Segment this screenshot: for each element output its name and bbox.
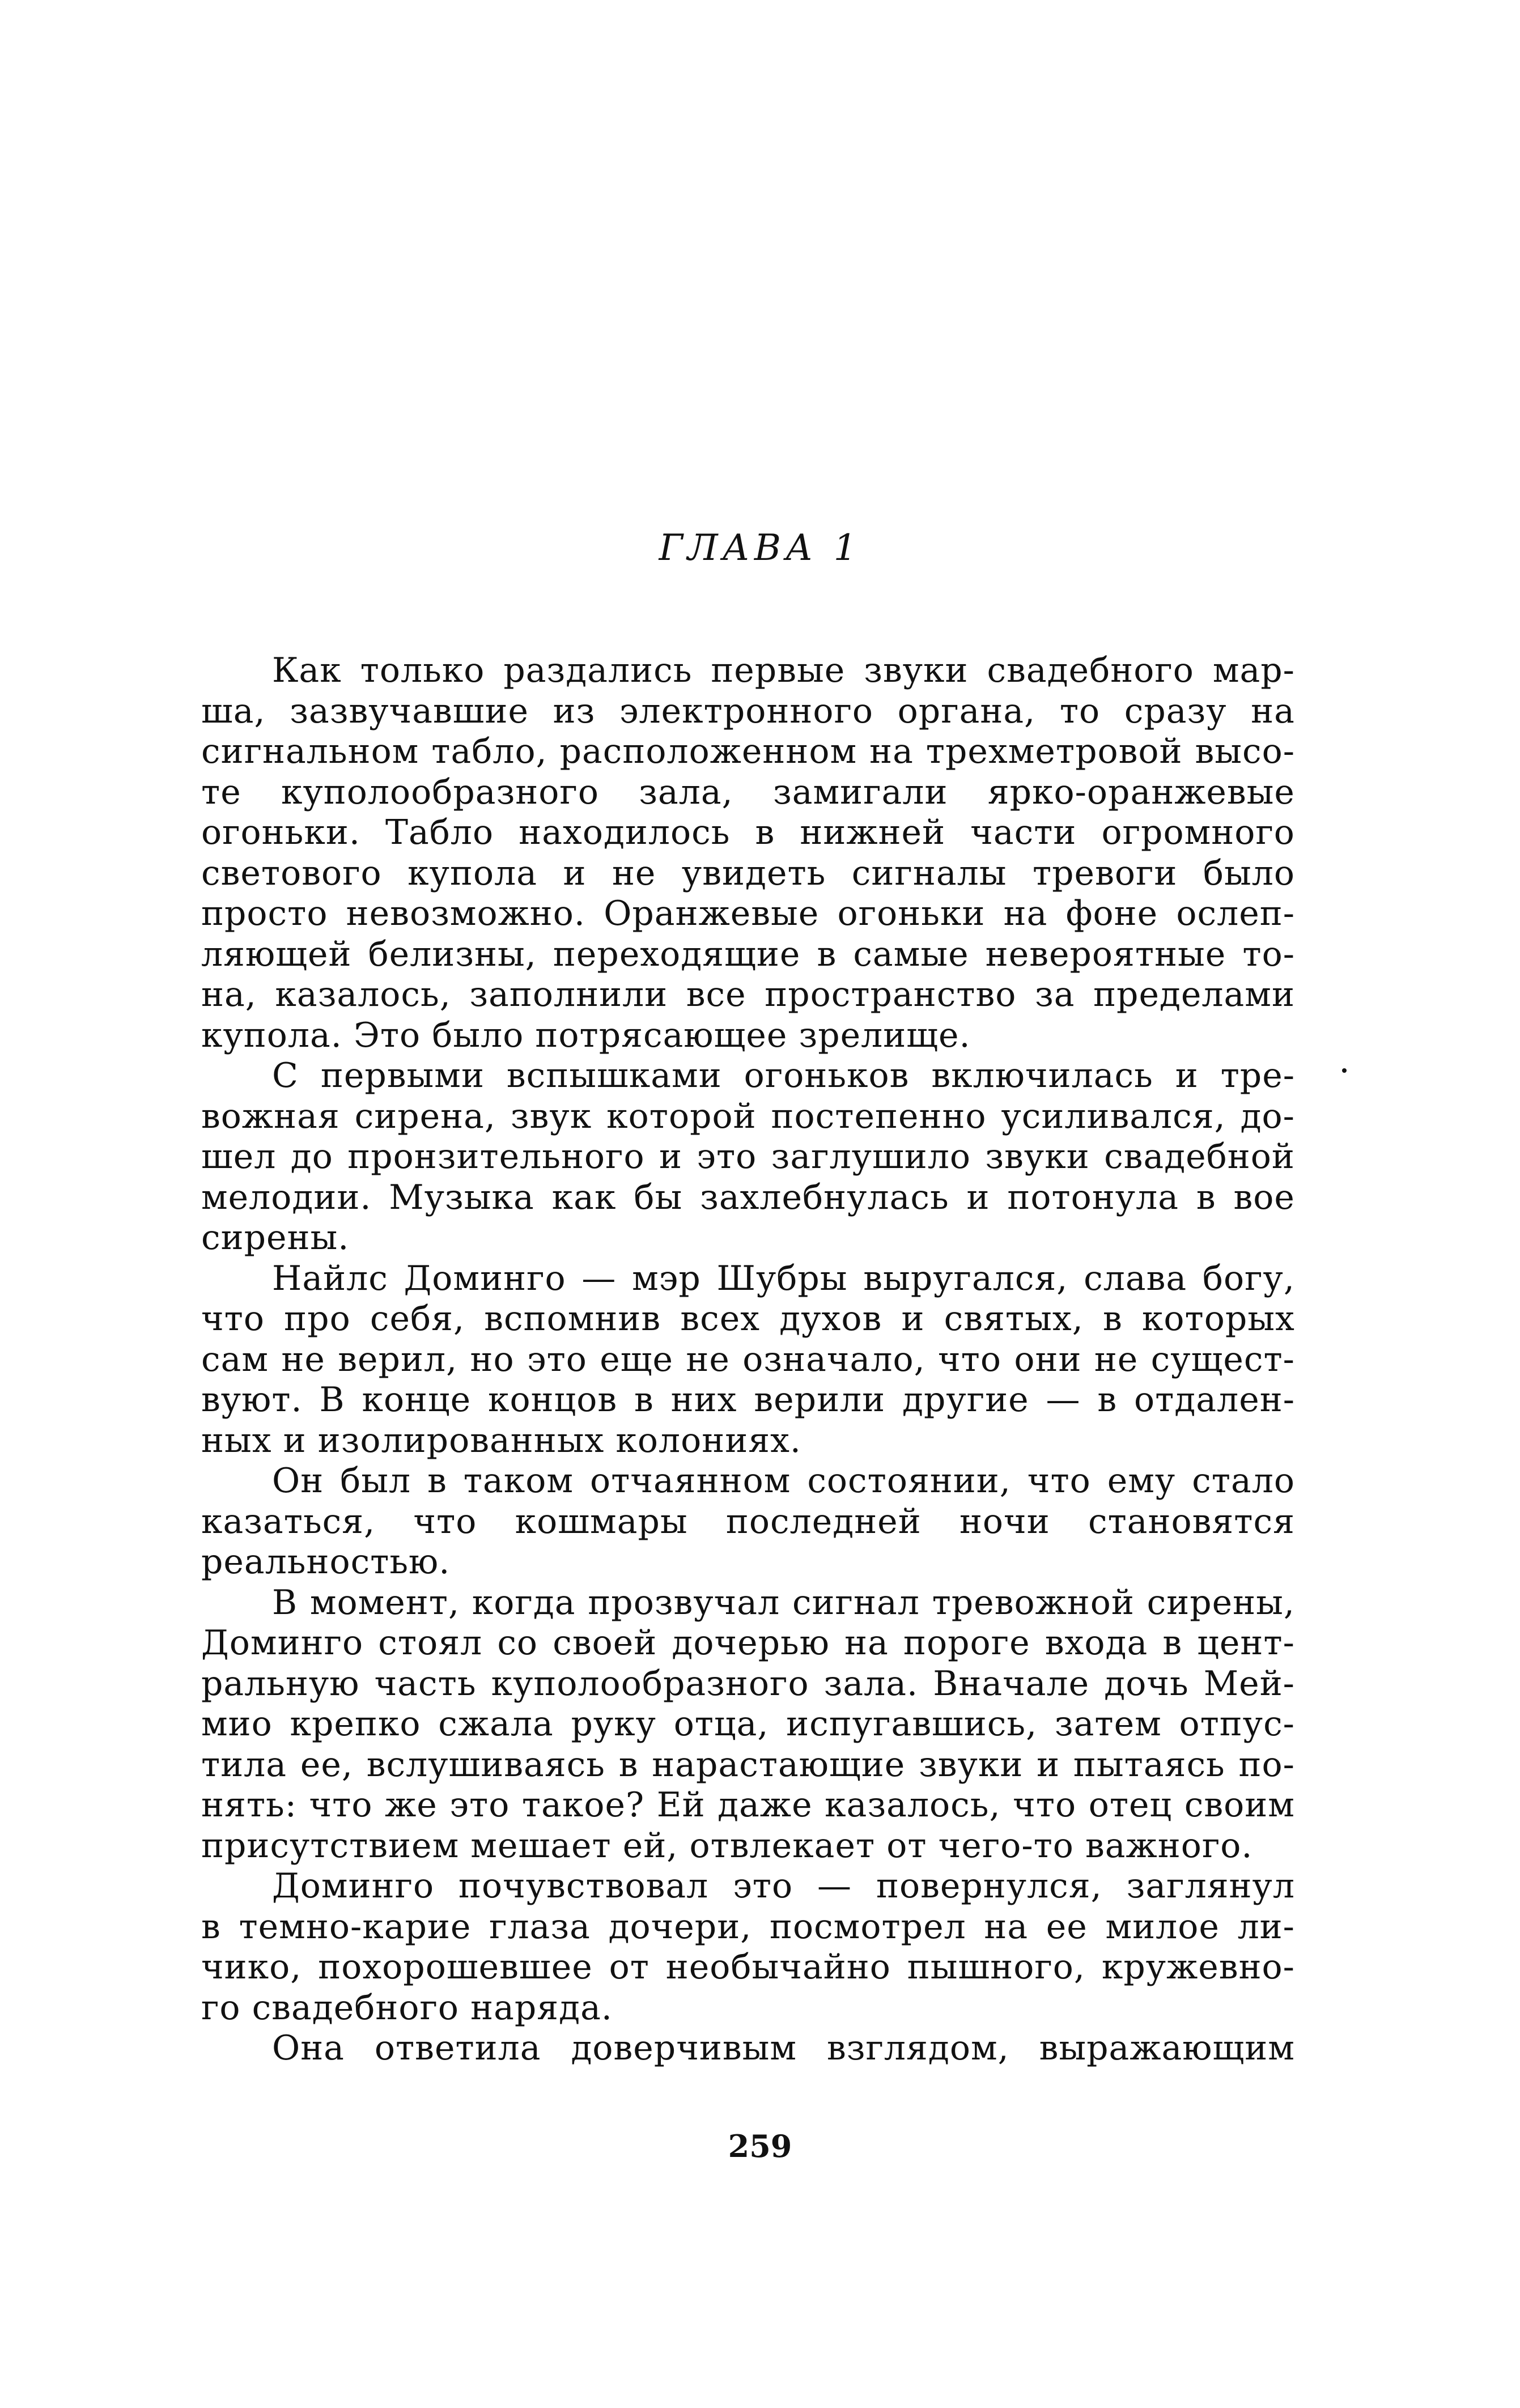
word: сигнал xyxy=(792,1582,920,1623)
word: дочерью xyxy=(672,1623,830,1663)
word: на xyxy=(1003,894,1048,933)
word: со xyxy=(497,1623,538,1663)
word: зала. xyxy=(823,1663,919,1704)
word: пронзительного xyxy=(347,1137,645,1177)
word: В xyxy=(272,1582,298,1623)
word: огоньки. xyxy=(201,813,360,852)
word: стоял xyxy=(378,1623,483,1663)
word: про xyxy=(284,1299,351,1339)
word: это xyxy=(449,1785,510,1825)
word: другие xyxy=(902,1380,1029,1420)
word: отпус- xyxy=(1179,1704,1295,1744)
word: означало, xyxy=(742,1339,925,1379)
word: последней xyxy=(725,1501,922,1541)
word: но xyxy=(470,1339,515,1379)
word: отец xyxy=(1088,1785,1173,1825)
word: заглушило xyxy=(771,1137,971,1177)
text-line xyxy=(201,1380,1295,1421)
text-line xyxy=(201,813,1295,853)
word: все xyxy=(686,975,746,1014)
word: звуки xyxy=(919,1744,1024,1785)
word: казалось, xyxy=(275,975,451,1014)
word: потонула xyxy=(1007,1177,1179,1217)
word: Он xyxy=(272,1461,324,1501)
word: на xyxy=(984,1906,1029,1947)
word: зала, xyxy=(639,772,733,812)
text-line xyxy=(201,1502,1295,1543)
word: себя, xyxy=(370,1299,465,1339)
word: казалось, xyxy=(825,1785,1001,1825)
word: Ей xyxy=(656,1785,706,1825)
word: Табло xyxy=(385,813,494,852)
word: сирены, xyxy=(1147,1582,1295,1623)
word: и xyxy=(1037,1744,1060,1785)
word: в xyxy=(1102,1299,1123,1339)
word: становятся xyxy=(1088,1501,1295,1541)
text-line xyxy=(201,935,1295,975)
word: зазвучавшие xyxy=(290,691,529,731)
word: и xyxy=(563,853,587,893)
word: слава xyxy=(1084,1258,1187,1298)
word: в xyxy=(817,934,837,974)
word: — xyxy=(817,1866,852,1906)
word: включилась xyxy=(931,1056,1153,1095)
word: куполообразного xyxy=(281,772,599,812)
word: казаться, xyxy=(201,1501,376,1541)
word: мэр xyxy=(632,1258,701,1298)
word: это xyxy=(697,1137,757,1177)
word: свадебной xyxy=(1104,1137,1295,1177)
word: мелодии. xyxy=(201,1177,372,1217)
word: это xyxy=(733,1866,793,1906)
word: ее, xyxy=(300,1744,353,1785)
word: мар- xyxy=(1212,651,1295,690)
word: похорошевшее xyxy=(318,1947,593,1987)
word: отчаянном xyxy=(589,1461,791,1501)
word: Доминго xyxy=(201,1623,364,1663)
word: сигналы xyxy=(851,853,1007,893)
word: в xyxy=(1162,1623,1183,1663)
text-line xyxy=(201,1097,1295,1137)
text-line xyxy=(201,651,1295,691)
word: чико, xyxy=(201,1947,302,1987)
word: затем xyxy=(1054,1704,1162,1744)
word: тревоги xyxy=(1032,853,1178,893)
word: милое xyxy=(1105,1906,1220,1947)
chapter-title: ГЛАВА 1 xyxy=(659,527,861,569)
text-line xyxy=(201,1664,1295,1705)
word: испугавшись, xyxy=(786,1704,1038,1744)
text-line xyxy=(201,1947,1295,1988)
word: нижней xyxy=(800,813,946,852)
word: купола xyxy=(407,853,537,893)
word: звуки xyxy=(985,1137,1090,1177)
word: состоянии, xyxy=(807,1461,1011,1501)
word: заполнили xyxy=(469,975,668,1014)
word: вспышками xyxy=(506,1056,722,1095)
text-line xyxy=(201,1016,1295,1056)
word: пространство xyxy=(765,975,1017,1014)
text-line xyxy=(201,1704,1295,1745)
word: С xyxy=(272,1056,299,1095)
text-line xyxy=(201,1299,1295,1340)
word: духов xyxy=(779,1299,882,1339)
word: увидеть xyxy=(681,853,826,893)
word: фоне xyxy=(1065,894,1158,933)
word: момент, xyxy=(309,1582,460,1623)
word: конце xyxy=(362,1380,472,1420)
word: ответила xyxy=(374,2028,541,2068)
word: Найлс xyxy=(272,1258,388,1298)
word: Она xyxy=(272,2028,345,2068)
text-line xyxy=(201,1542,1295,1583)
word: верил, xyxy=(338,1339,458,1379)
word: что xyxy=(1027,1461,1091,1501)
word: кошмары xyxy=(515,1501,688,1541)
word: них xyxy=(670,1380,737,1420)
word: руку xyxy=(571,1704,656,1744)
text-line xyxy=(201,1866,1295,1907)
word: еще xyxy=(600,1339,674,1379)
word: в xyxy=(755,813,775,852)
word: почувствовал xyxy=(458,1866,709,1906)
word: крепко xyxy=(290,1704,421,1744)
word: сразу xyxy=(1124,691,1227,731)
text-line xyxy=(201,2028,1295,2069)
word: на xyxy=(869,732,914,771)
line-text: ных и изолированных колониях. xyxy=(201,1420,801,1460)
word: взглядом, xyxy=(826,2028,1009,2068)
word: сирена, xyxy=(354,1096,496,1136)
word: ему xyxy=(1107,1461,1176,1501)
text-line xyxy=(201,1421,1295,1462)
word: свадебного xyxy=(987,651,1194,690)
word: белизны, xyxy=(368,934,537,974)
word: не xyxy=(281,1339,325,1379)
word: даже xyxy=(717,1785,813,1825)
word: невозможно. xyxy=(346,894,585,933)
word: которых xyxy=(1141,1299,1295,1339)
text-line xyxy=(201,1583,1295,1624)
word: то xyxy=(1059,691,1101,731)
word: пороге xyxy=(903,1623,1030,1663)
word: на xyxy=(844,1623,889,1663)
word: вспомнив xyxy=(484,1299,661,1339)
word: сущест- xyxy=(1150,1339,1295,1379)
word: пределами xyxy=(1093,975,1295,1014)
word: Как xyxy=(272,651,342,690)
word: табло, xyxy=(431,732,547,771)
word: что xyxy=(1013,1785,1077,1825)
word: усиливался, xyxy=(1001,1096,1226,1136)
word: переходящие xyxy=(553,934,801,974)
word: заглянул xyxy=(1126,1866,1295,1906)
word: Доминго xyxy=(404,1258,566,1298)
word: кружевно- xyxy=(1101,1947,1295,1987)
word: не xyxy=(612,853,656,893)
word: и xyxy=(966,1177,990,1217)
word: в xyxy=(1196,1177,1216,1217)
word: в xyxy=(1097,1380,1118,1420)
word: от xyxy=(609,1947,649,1987)
word: пытаясь xyxy=(1073,1744,1225,1785)
text-line xyxy=(201,1623,1295,1664)
word: своим xyxy=(1184,1785,1295,1825)
word: пышного, xyxy=(907,1947,1085,1987)
word: бы xyxy=(634,1177,683,1217)
word: ли- xyxy=(1237,1906,1295,1947)
text-line xyxy=(201,691,1295,732)
margin-mark xyxy=(1342,1068,1347,1073)
word: первые xyxy=(711,651,846,690)
text-line xyxy=(201,975,1295,1016)
word: на, xyxy=(201,975,257,1014)
word: тревожной xyxy=(932,1582,1135,1623)
word: выражающим xyxy=(1039,2028,1295,2068)
word: до xyxy=(290,1137,333,1177)
word: что xyxy=(309,1785,373,1825)
word: которой xyxy=(606,1096,757,1136)
text-line xyxy=(201,1178,1295,1218)
word: шел xyxy=(201,1137,277,1177)
word: темно-карие xyxy=(239,1906,472,1947)
word: то- xyxy=(1242,934,1295,974)
word: постепенно xyxy=(771,1096,987,1136)
line-text: купола. Это было потрясающее зрелище. xyxy=(201,1015,971,1055)
word: на xyxy=(1251,691,1295,731)
word: раздались xyxy=(503,651,693,690)
word: нарастающие xyxy=(652,1744,906,1785)
text-line xyxy=(201,1056,1295,1097)
word: ослеп- xyxy=(1176,894,1295,933)
word: сжала xyxy=(438,1704,554,1744)
word: огромного xyxy=(1101,813,1295,852)
word: тре- xyxy=(1220,1056,1295,1095)
page-number: 259 xyxy=(728,2128,792,2164)
word: невероятные xyxy=(985,934,1226,974)
word: отца, xyxy=(673,1704,769,1744)
line-text: присутствием мешает ей, отвлекает от чего-то важного. xyxy=(201,1825,1253,1866)
text-line xyxy=(201,1785,1295,1826)
word: вожная xyxy=(201,1096,340,1136)
text-line xyxy=(201,1826,1295,1867)
word: дочь xyxy=(1104,1663,1189,1704)
word: и xyxy=(1175,1056,1199,1095)
word: доверчивым xyxy=(571,2028,797,2068)
line-text: реальностью. xyxy=(201,1542,451,1582)
word: прозвучал xyxy=(588,1582,780,1623)
word: выругался, xyxy=(863,1258,1068,1298)
word: что xyxy=(201,1299,265,1339)
word: Музыка xyxy=(389,1177,534,1217)
word: в xyxy=(427,1461,447,1501)
text-line xyxy=(201,1988,1295,2029)
word: когда xyxy=(472,1582,576,1623)
text-line xyxy=(201,1218,1295,1259)
word: высо- xyxy=(1195,732,1295,771)
word: огоньки xyxy=(837,894,986,933)
word: в xyxy=(618,1744,639,1785)
word: вслушиваясь xyxy=(366,1744,605,1785)
text-line xyxy=(201,772,1295,813)
word: как xyxy=(551,1177,617,1217)
word: что xyxy=(938,1339,1001,1379)
word: светового xyxy=(201,853,382,893)
word: нять: xyxy=(201,1785,297,1825)
word: огоньков xyxy=(744,1056,910,1095)
word: только xyxy=(360,651,485,690)
word: это xyxy=(527,1339,587,1379)
word: электронного xyxy=(619,691,874,731)
word: Мей- xyxy=(1203,1663,1295,1704)
text-line xyxy=(201,853,1295,894)
text-line xyxy=(201,894,1295,935)
word: богу, xyxy=(1202,1258,1295,1298)
word: не xyxy=(1094,1339,1139,1379)
word: Оранжевые xyxy=(604,894,820,933)
word: повернулся, xyxy=(876,1866,1102,1906)
word: верили xyxy=(754,1380,886,1420)
word: они xyxy=(1014,1339,1082,1379)
word: сигнальном xyxy=(201,732,419,771)
word: входа xyxy=(1045,1623,1148,1663)
text-line xyxy=(201,1745,1295,1786)
word: расположенном xyxy=(559,732,857,771)
word: вуют. xyxy=(201,1380,303,1420)
text-line xyxy=(201,1340,1295,1381)
word: и xyxy=(901,1299,925,1339)
word: стало xyxy=(1192,1461,1295,1501)
word: за xyxy=(1034,975,1075,1014)
word: необычайно xyxy=(665,1947,891,1987)
word: ночи xyxy=(959,1501,1050,1541)
word: органа, xyxy=(897,691,1036,731)
word: — xyxy=(581,1258,617,1298)
word: тила xyxy=(201,1744,287,1785)
word: ее xyxy=(1046,1906,1088,1947)
line-text: го свадебного наряда. xyxy=(201,1987,613,2028)
word: — xyxy=(1046,1380,1081,1420)
word: концов xyxy=(488,1380,618,1420)
word: отдален- xyxy=(1134,1380,1295,1420)
word: в xyxy=(634,1380,654,1420)
word: ральную xyxy=(201,1663,360,1704)
word: звук xyxy=(510,1096,592,1136)
word: части xyxy=(970,813,1077,852)
word: ярко-оранжевые xyxy=(987,772,1295,812)
word: не xyxy=(686,1339,730,1379)
word: мио xyxy=(201,1704,273,1744)
word: и xyxy=(659,1137,682,1177)
text-line xyxy=(201,1259,1295,1299)
word: куполообразного xyxy=(491,1663,809,1704)
text-line xyxy=(201,1907,1295,1948)
word: первыми xyxy=(320,1056,485,1095)
word: самые xyxy=(853,934,969,974)
word: Доминго xyxy=(272,1866,435,1906)
word: своей xyxy=(553,1623,657,1663)
word: звуки xyxy=(864,651,969,690)
word: по- xyxy=(1238,1744,1295,1785)
word: был xyxy=(340,1461,411,1501)
word: сам xyxy=(201,1339,269,1379)
word: в xyxy=(201,1906,221,1947)
word: глаза xyxy=(489,1906,591,1947)
word: же xyxy=(385,1785,438,1825)
word: замигали xyxy=(773,772,948,812)
word: дочери, xyxy=(608,1906,752,1947)
word: В xyxy=(319,1380,345,1420)
word: ляющей xyxy=(201,934,352,974)
text-line xyxy=(201,1461,1295,1502)
text-line xyxy=(201,732,1295,772)
word: часть xyxy=(374,1663,477,1704)
word: те xyxy=(201,772,241,812)
word: цент- xyxy=(1197,1623,1295,1663)
word: вое xyxy=(1233,1177,1295,1217)
word: такое? xyxy=(521,1785,645,1825)
word: было xyxy=(1203,853,1295,893)
word: из xyxy=(553,691,596,731)
word: трехметровой xyxy=(925,732,1183,771)
word: всех xyxy=(680,1299,761,1339)
word: таком xyxy=(463,1461,574,1501)
body-text xyxy=(201,651,1295,2069)
word: посмотрел xyxy=(769,1906,966,1947)
word: находилось xyxy=(519,813,731,852)
word: ша, xyxy=(201,691,266,731)
word: Вначале xyxy=(933,1663,1090,1704)
word: до- xyxy=(1240,1096,1295,1136)
word: захлебнулась xyxy=(700,1177,949,1217)
word: что xyxy=(413,1501,477,1541)
word: святых, xyxy=(944,1299,1084,1339)
text-line xyxy=(201,1137,1295,1178)
word: Шубры xyxy=(716,1258,848,1298)
line-text: сирены. xyxy=(201,1218,350,1258)
word: просто xyxy=(201,894,328,933)
